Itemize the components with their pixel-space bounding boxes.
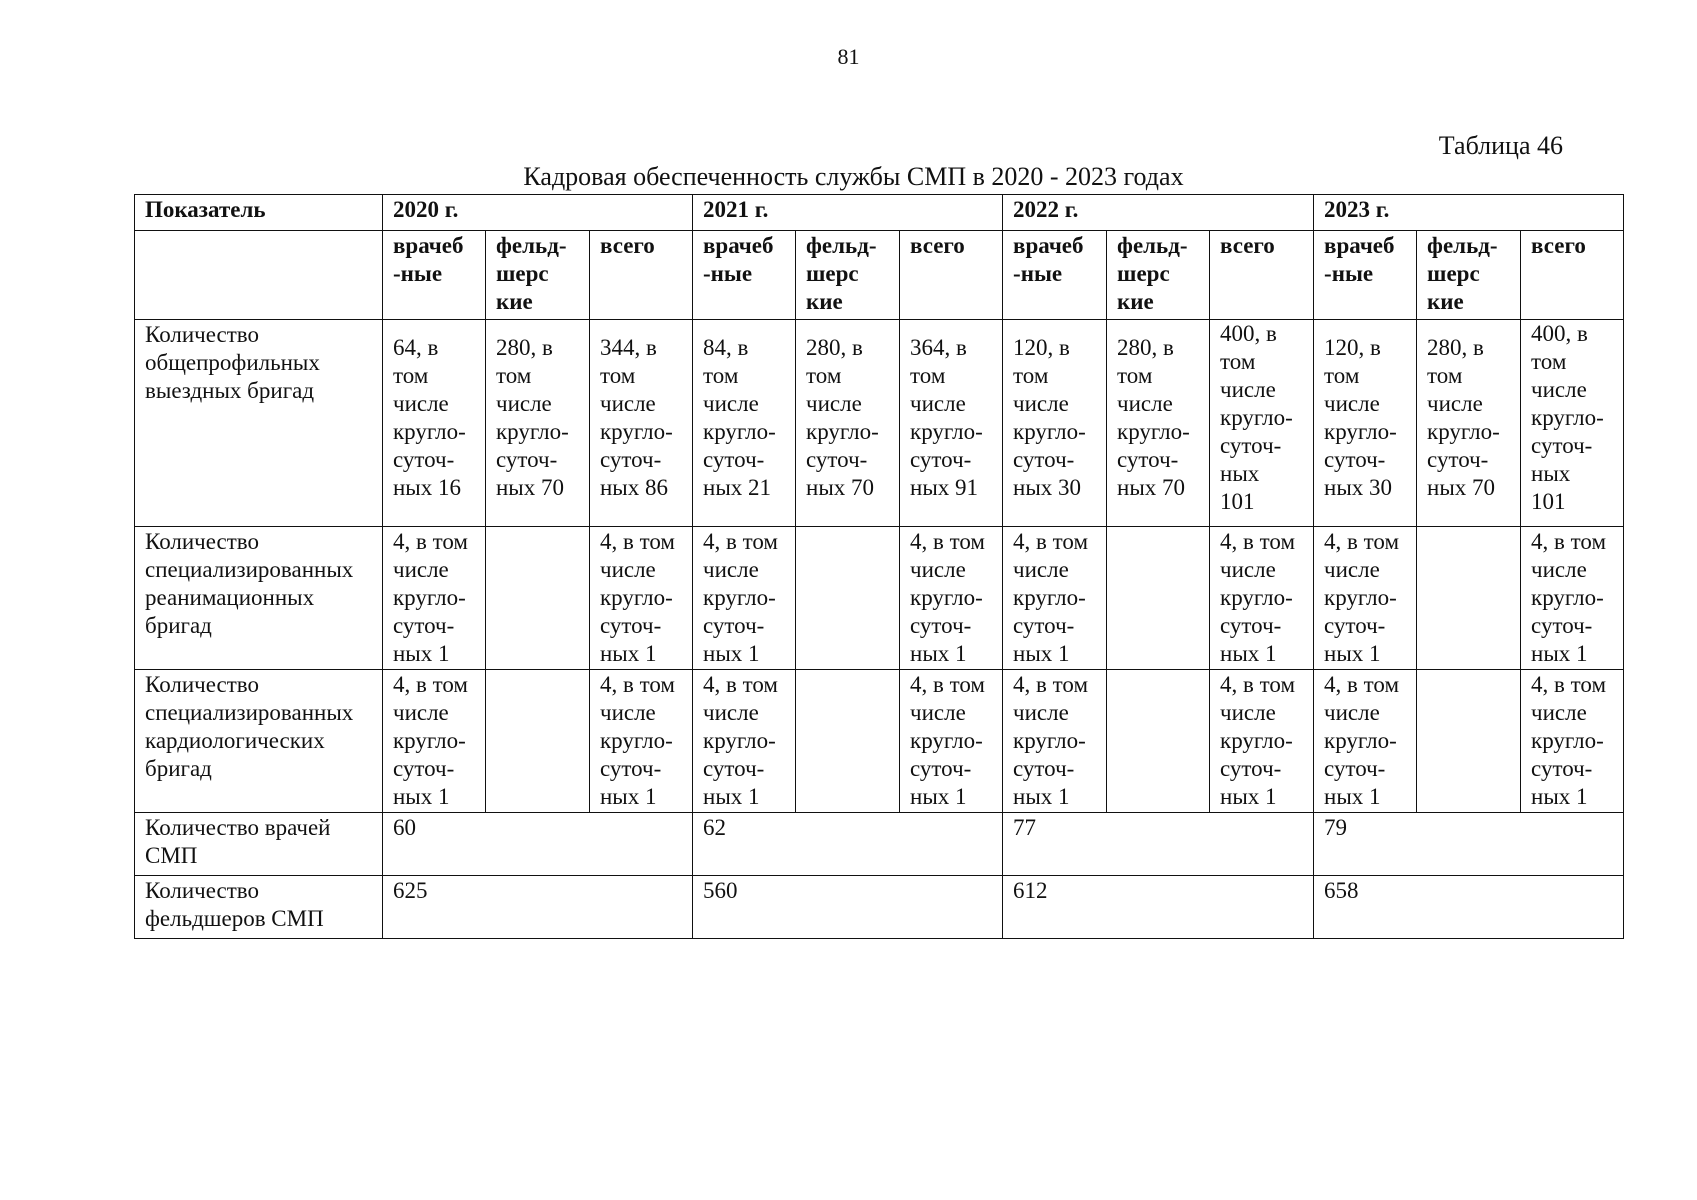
subheader-paramedics: фельд- шерс кие (1107, 231, 1210, 320)
table-cell: 4, в том числе кругло- суточ- ных 1 (693, 670, 796, 813)
table-cell: 625 (383, 876, 693, 939)
header-year-2021: 2021 г. (693, 195, 1003, 231)
subheader-total: всего (900, 231, 1003, 320)
subheader-total: всего (590, 231, 693, 320)
table-cell: 344, в том числе кругло- суточ- ных 86 (590, 320, 693, 527)
table-cell: 4, в том числе кругло- суточ- ных 1 (1003, 527, 1107, 670)
table-cell: 4, в том числе кругло- суточ- ных 1 (1210, 527, 1314, 670)
table-cell: 4, в том числе кругло- суточ- ных 1 (1210, 670, 1314, 813)
subheader-doctors: врачеб -ные (383, 231, 486, 320)
row-label: Количество врачей СМП (135, 813, 383, 876)
table-cell: 4, в том числе кругло- суточ- ных 1 (693, 527, 796, 670)
staffing-table (134, 194, 1624, 939)
header-row-subcolumns (135, 231, 1624, 320)
table-cell: 612 (1003, 876, 1314, 939)
table-row-general-brigades (135, 320, 1624, 527)
table-cell: 4, в том числе кругло- суточ- ных 1 (900, 670, 1003, 813)
table-row-doctors-count (135, 813, 1624, 876)
header-empty-cell (135, 231, 383, 320)
table-cell: 79 (1314, 813, 1624, 876)
subheader-doctors: врачеб -ные (693, 231, 796, 320)
table-cell: 400, в том числе кругло- суточ- ных 101 (1521, 320, 1624, 527)
header-year-2020: 2020 г. (383, 195, 693, 231)
table-cell: 280, в том числе кругло- суточ- ных 70 (1107, 320, 1210, 527)
table-cell: 84, в том числе кругло- суточ- ных 21 (693, 320, 796, 527)
table-cell: 4, в том числе кругло- суточ- ных 1 (1314, 527, 1417, 670)
table-cell (1107, 670, 1210, 813)
subheader-total: всего (1210, 231, 1314, 320)
table-cell: 120, в том числе кругло- суточ- ных 30 (1314, 320, 1417, 527)
subheader-paramedics: фельд- шерс кие (486, 231, 590, 320)
subheader-doctors: врачеб -ные (1314, 231, 1417, 320)
table-cell (1107, 527, 1210, 670)
table-cell: 280, в том числе кругло- суточ- ных 70 (486, 320, 590, 527)
table-cell (486, 670, 590, 813)
table-cell: 60 (383, 813, 693, 876)
table-cell (796, 527, 900, 670)
header-year-2022: 2022 г. (1003, 195, 1314, 231)
table-cell: 62 (693, 813, 1003, 876)
table-cell: 4, в том числе кругло- суточ- ных 1 (383, 670, 486, 813)
row-label: Количество специализированных кардиологических бригад (135, 670, 383, 813)
table-title: Кадровая обеспеченность службы СМП в 2020 - 2023 годах (523, 162, 1184, 191)
subheader-paramedics: фельд- шерс кие (1417, 231, 1521, 320)
header-row-years (135, 195, 1624, 231)
table-cell: 364, в том числе кругло- суточ- ных 91 (900, 320, 1003, 527)
table-cell: 280, в том числе кругло- суточ- ных 70 (1417, 320, 1521, 527)
table-cell: 77 (1003, 813, 1314, 876)
header-year-2023: 2023 г. (1314, 195, 1624, 231)
table-cell: 4, в том числе кругло- суточ- ных 1 (590, 527, 693, 670)
header-indicator: Показатель (135, 195, 383, 231)
row-label: Количество общепрофильных выездных бригад (135, 320, 383, 527)
table-cell: 120, в том числе кругло- суточ- ных 30 (1003, 320, 1107, 527)
table-row-cardiology-brigades (135, 670, 1624, 813)
table-cell (1417, 527, 1521, 670)
row-label: Количество специализированных реанимационных бригад (135, 527, 383, 670)
page-number: 81 (837, 44, 860, 69)
table-cell: 4, в том числе кругло- суточ- ных 1 (1521, 527, 1624, 670)
subheader-paramedics: фельд- шерс кие (796, 231, 900, 320)
row-label: Количество фельдшеров СМП (135, 876, 383, 939)
table-cell: 560 (693, 876, 1003, 939)
table-cell (796, 670, 900, 813)
table-label: Таблица 46 (1438, 131, 1563, 160)
table-cell: 4, в том числе кругло- суточ- ных 1 (383, 527, 486, 670)
table-cell: 64, в том числе кругло- суточ- ных 16 (383, 320, 486, 527)
table-row-resuscitation-brigades (135, 527, 1624, 670)
table-cell: 4, в том числе кругло- суточ- ных 1 (900, 527, 1003, 670)
table-cell (1417, 670, 1521, 813)
table-row-paramedics-count (135, 876, 1624, 939)
table-cell: 4, в том числе кругло- суточ- ных 1 (1314, 670, 1417, 813)
table-cell: 4, в том числе кругло- суточ- ных 1 (1003, 670, 1107, 813)
table-cell: 658 (1314, 876, 1624, 939)
table-cell: 4, в том числе кругло- суточ- ных 1 (1521, 670, 1624, 813)
subheader-total: всего (1521, 231, 1624, 320)
table-cell: 280, в том числе кругло- суточ- ных 70 (796, 320, 900, 527)
subheader-doctors: врачеб -ные (1003, 231, 1107, 320)
table-cell (486, 527, 590, 670)
table-cell: 400, в том числе кругло- суточ- ных 101 (1210, 320, 1314, 527)
table-cell: 4, в том числе кругло- суточ- ных 1 (590, 670, 693, 813)
